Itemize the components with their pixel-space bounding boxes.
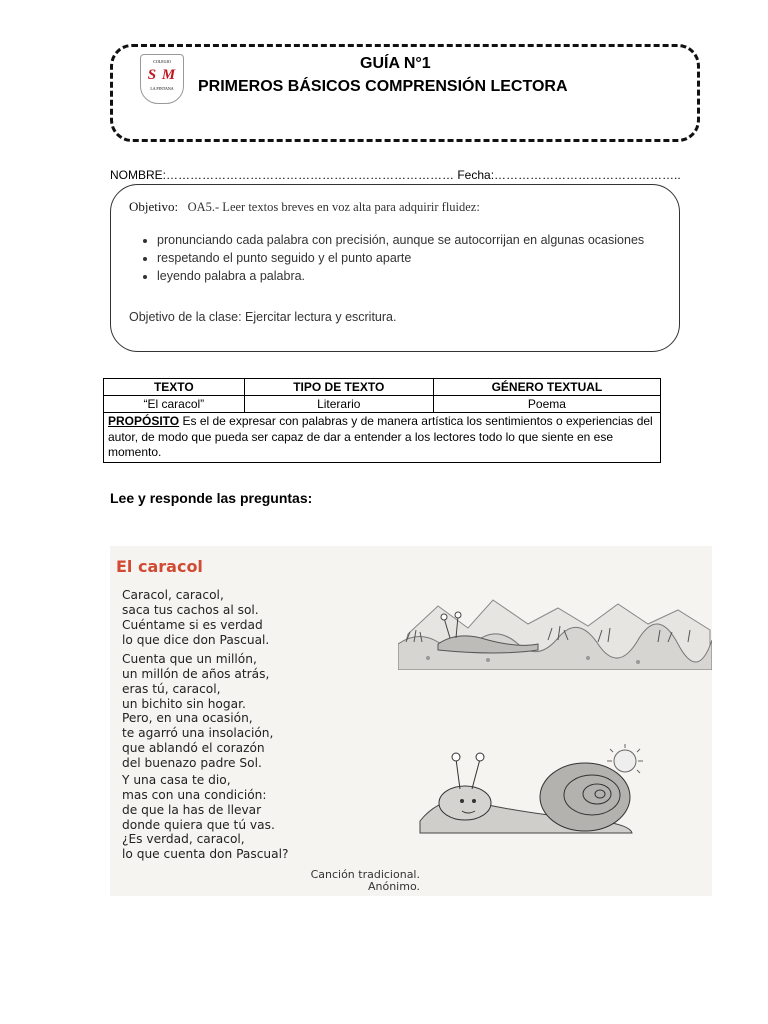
text-info-table — [103, 378, 661, 463]
poem-stanza — [122, 773, 275, 833]
credit-line: Canción tradicional. — [310, 868, 420, 881]
poem-credits — [250, 869, 420, 893]
poem-stanza — [122, 832, 288, 862]
poem-line: lo que dice don Pascual. — [122, 633, 270, 647]
poem-line: lo que cuenta don Pascual? — [122, 847, 289, 861]
poem-line: Caracol, caracol, — [122, 588, 224, 602]
objective-bullet-list — [129, 233, 667, 287]
poem-line: ¿Es verdad, caracol, — [122, 832, 245, 846]
guide-subtitle: PRIMEROS BÁSICOS COMPRENSIÓN LECTORA — [198, 78, 568, 95]
objective-code-text: OA5.- Leer textos breves en voz alta para adquirir fluidez: — [187, 200, 480, 214]
instruction-text: Lee y responde las preguntas: — [110, 490, 313, 506]
logo-bottom-text: LA PINTANA — [150, 86, 174, 91]
poem-line: saca tus cachos al sol. — [122, 603, 259, 617]
snail-shell-illustration — [400, 741, 670, 841]
header-tipo: TIPO DE TEXTO — [244, 379, 433, 396]
objective-label: Objetivo: — [129, 199, 179, 214]
poem-stanza — [122, 711, 273, 771]
cell-texto: “El caracol” — [104, 396, 245, 413]
poem-line: de que la has de llevar — [122, 803, 262, 817]
name-date-line: NOMBRE:……………………………………………………………… Fecha:……………………………………….. — [110, 168, 681, 182]
poem-line: mas con una condición: — [122, 788, 267, 802]
school-logo — [140, 54, 184, 104]
objective-bullet: • pronunciando cada palabra con precisión, aunque se autocorrijan en algunas ocasiones — [157, 233, 667, 248]
poem-line: que ablandó el corazón — [122, 741, 265, 755]
purpose-cell — [104, 413, 661, 463]
logo-letters: S M — [147, 67, 177, 83]
poem-line: Cuenta que un millón, — [122, 652, 257, 666]
credit-line: Anónimo. — [367, 880, 420, 893]
poem-line: donde quiera que tú vas. — [122, 818, 275, 832]
objective-box — [110, 184, 680, 352]
poem-line: Y una casa te dio, — [122, 773, 231, 787]
poem-line: un millón de años atrás, — [122, 667, 270, 681]
cell-tipo: Literario — [244, 396, 433, 413]
guide-title: GUÍA N°1 — [360, 55, 431, 72]
poem-title: El caracol — [116, 557, 203, 576]
header-genero: GÉNERO TEXTUAL — [433, 379, 660, 396]
header-texto: TEXTO — [104, 379, 245, 396]
purpose-label: PROPÓSITO — [108, 414, 180, 428]
cell-genero: Poema — [433, 396, 660, 413]
purpose-text: Es el de expresar con palabras y de manera artística los sentimientos o experiencias del autor, de modo que pueda ser capaz de dar a entender a los lectores todo lo que siente en ese momento. — [108, 414, 653, 460]
poem-line: eras tú, caracol, — [122, 682, 221, 696]
poem-line: Pero, en una ocasión, — [122, 711, 253, 725]
poem-line: te agarró una insolación, — [122, 726, 274, 740]
snail-landscape-illustration — [398, 594, 712, 670]
poem-panel — [110, 546, 712, 896]
objective-bullet: • respetando el punto seguido y el punto aparte — [157, 251, 667, 266]
objective-bullet: • leyendo palabra a palabra. — [157, 269, 667, 284]
poem-line: del buenazo padre Sol. — [122, 756, 262, 770]
poem-line: Cuéntame si es verdad — [122, 618, 263, 632]
poem-stanza — [122, 588, 269, 648]
poem-stanza — [122, 652, 269, 712]
objective-heading — [129, 199, 480, 215]
class-objective: Objetivo de la clase: Ejercitar lectura y escritura. — [129, 310, 397, 324]
poem-line: un bichito sin hogar. — [122, 697, 246, 711]
logo-top-text: COLEGIO — [153, 59, 171, 64]
